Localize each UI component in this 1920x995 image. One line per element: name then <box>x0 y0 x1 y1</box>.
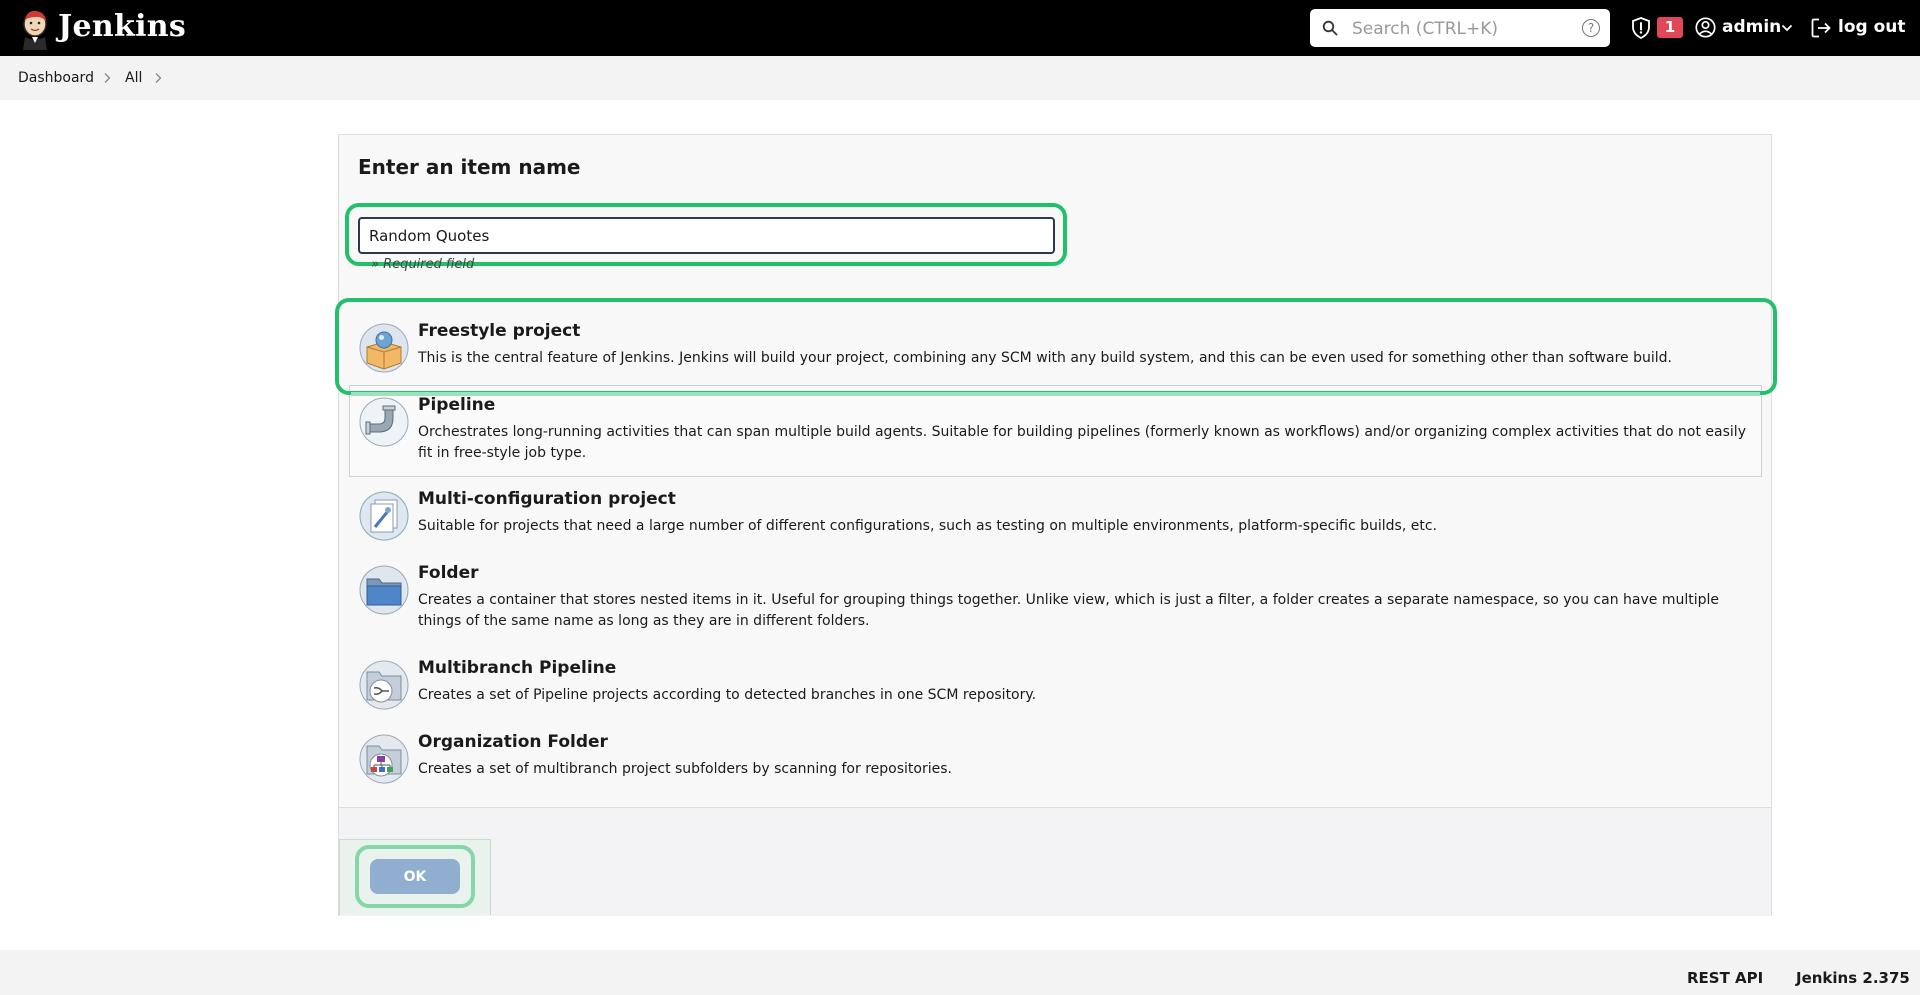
item-type-description: Suitable for projects that need a large number of different configurations, such as testing on multiple environments, platform-specific builds, etc. <box>418 518 1437 534</box>
breadcrumb-all[interactable]: All <box>125 70 143 86</box>
chevron-right-icon[interactable] <box>102 72 112 84</box>
chevron-right-icon[interactable] <box>153 72 163 84</box>
breadcrumb <box>0 56 1920 100</box>
folder-icon <box>359 565 409 615</box>
jenkins-butler-logo-icon <box>19 6 51 50</box>
freestyle-highlight <box>335 298 1777 395</box>
top-navbar <box>0 0 1920 56</box>
logout-icon <box>1810 17 1832 39</box>
jenkins-version-link[interactable]: Jenkins 2.375 <box>1796 969 1910 987</box>
item-type-pipeline[interactable] <box>349 397 1762 467</box>
security-alert-count-badge: 1 <box>1657 17 1683 38</box>
page-title: Enter an item name <box>358 155 581 179</box>
item-type-folder[interactable] <box>349 565 1762 635</box>
item-type-multibranch-pipeline[interactable] <box>349 660 1762 710</box>
search-box <box>1310 9 1610 47</box>
pipeline-icon <box>359 397 409 447</box>
organization-folder-icon <box>359 734 409 784</box>
freestyle-highlight-underline <box>351 392 1760 396</box>
item-type-description: This is the central feature of Jenkins. Jenkins will build your project, combining any SCM with any build system, and this can be even used for something other than software build. <box>418 350 1672 366</box>
item-type-description: Orchestrates long-running activities that can span multiple build agents. Suitable for building pipelines (formerly known as workflows) and/or organizing complex activities that do not easily fit in free-style job type. <box>418 424 1746 461</box>
item-type-title: Folder <box>418 563 479 583</box>
item-type-title: Multi-configuration project <box>418 489 676 509</box>
item-type-title: Freestyle project <box>418 321 581 341</box>
multibranch-pipeline-icon <box>359 660 409 710</box>
multi-configuration-icon <box>359 491 409 541</box>
item-type-description: Creates a set of multibranch project subfolders by scanning for repositories. <box>418 761 952 777</box>
form-button-bar <box>339 807 1771 916</box>
item-type-title: Pipeline <box>418 395 496 415</box>
breadcrumb-dashboard[interactable]: Dashboard <box>18 70 94 86</box>
page-footer <box>0 950 1920 995</box>
shield-alert-icon <box>1631 17 1651 39</box>
ok-button[interactable]: OK <box>370 859 460 894</box>
search-help-icon[interactable]: ? <box>1582 19 1600 37</box>
item-type-organization-folder[interactable] <box>349 734 1762 784</box>
rest-api-link[interactable]: REST API <box>1687 969 1764 987</box>
item-type-multi-configuration[interactable] <box>349 491 1762 541</box>
user-name[interactable]: admin <box>1722 17 1782 37</box>
item-type-title: Multibranch Pipeline <box>418 658 617 678</box>
chevron-down-icon[interactable] <box>1781 23 1793 33</box>
item-type-description: Creates a container that stores nested items in it. Useful for grouping things together. Unlike view, which is just a filter, a folder creates a separate namespace, so you can have multiple things of the same name as long as they are in different folders. <box>418 592 1720 629</box>
logout-label[interactable]: log out <box>1838 17 1906 37</box>
item-type-title: Organization Folder <box>418 732 608 752</box>
search-input[interactable] <box>1350 16 1574 42</box>
user-avatar-icon <box>1695 17 1716 38</box>
jenkins-brand-name[interactable]: Jenkins <box>58 9 187 44</box>
search-icon <box>1322 20 1338 36</box>
item-type-description: Creates a set of Pipeline projects according to detected branches in one SCM repository. <box>418 687 1037 703</box>
required-field-hint: » Required field <box>371 257 475 272</box>
